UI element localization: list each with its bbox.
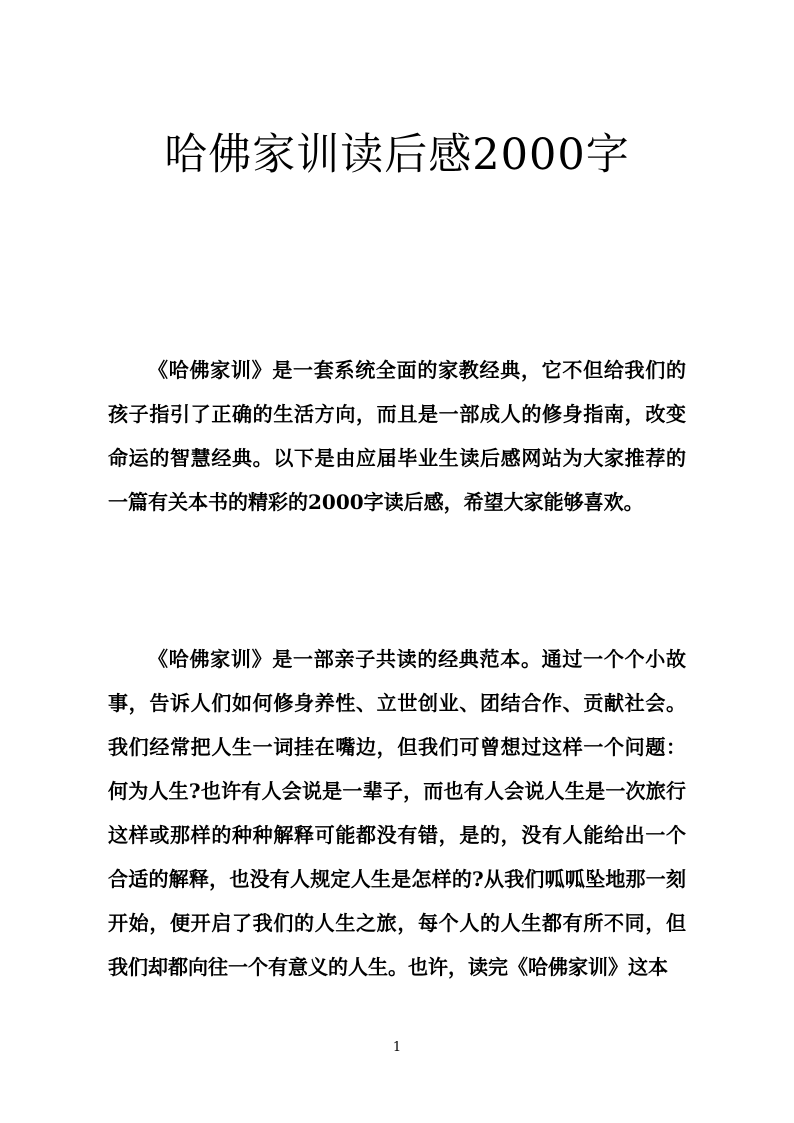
body-paragraph: 《哈佛家训》是一套系统全面的家教经典，它不但给我们的孩子指引了正确的生活方向，而且是一部成人的修身指南，改变命运的智慧经典。以下是由应届毕业生读后感网站为大家推荐的一篇有关本书的精彩的2000字读后感，希望大家能够喜欢。 bbox=[108, 358, 686, 514]
paragraph-block-1 bbox=[108, 348, 686, 524]
page-number: 1 bbox=[392, 1040, 402, 1055]
body-paragraph: 《哈佛家训》是一部亲子共读的经典范本。通过一个个小故事，告诉人们如何修身养性、立世创业、团结合作、贡献社会。我们经常把人生一词挂在嘴边，但我们可曾想过这样一个问题：何为人生?也许有人会说是一辈子，而也有人会说人生是一次旅行这样或那样的种种解释可能都没有错，是的，没有人能给出一个合适的解释，也没有人规定人生是怎样的?从我们呱呱坠地那一刻开始，便开启了我们的人生之旅，每个人的人生都有所不同，但我们却都向往一个有意义的人生。也许，读完《哈佛家训》这本 bbox=[108, 647, 686, 979]
paragraph-block-2 bbox=[108, 637, 686, 989]
page-title: 哈佛家训读后感2000字 bbox=[164, 130, 630, 180]
